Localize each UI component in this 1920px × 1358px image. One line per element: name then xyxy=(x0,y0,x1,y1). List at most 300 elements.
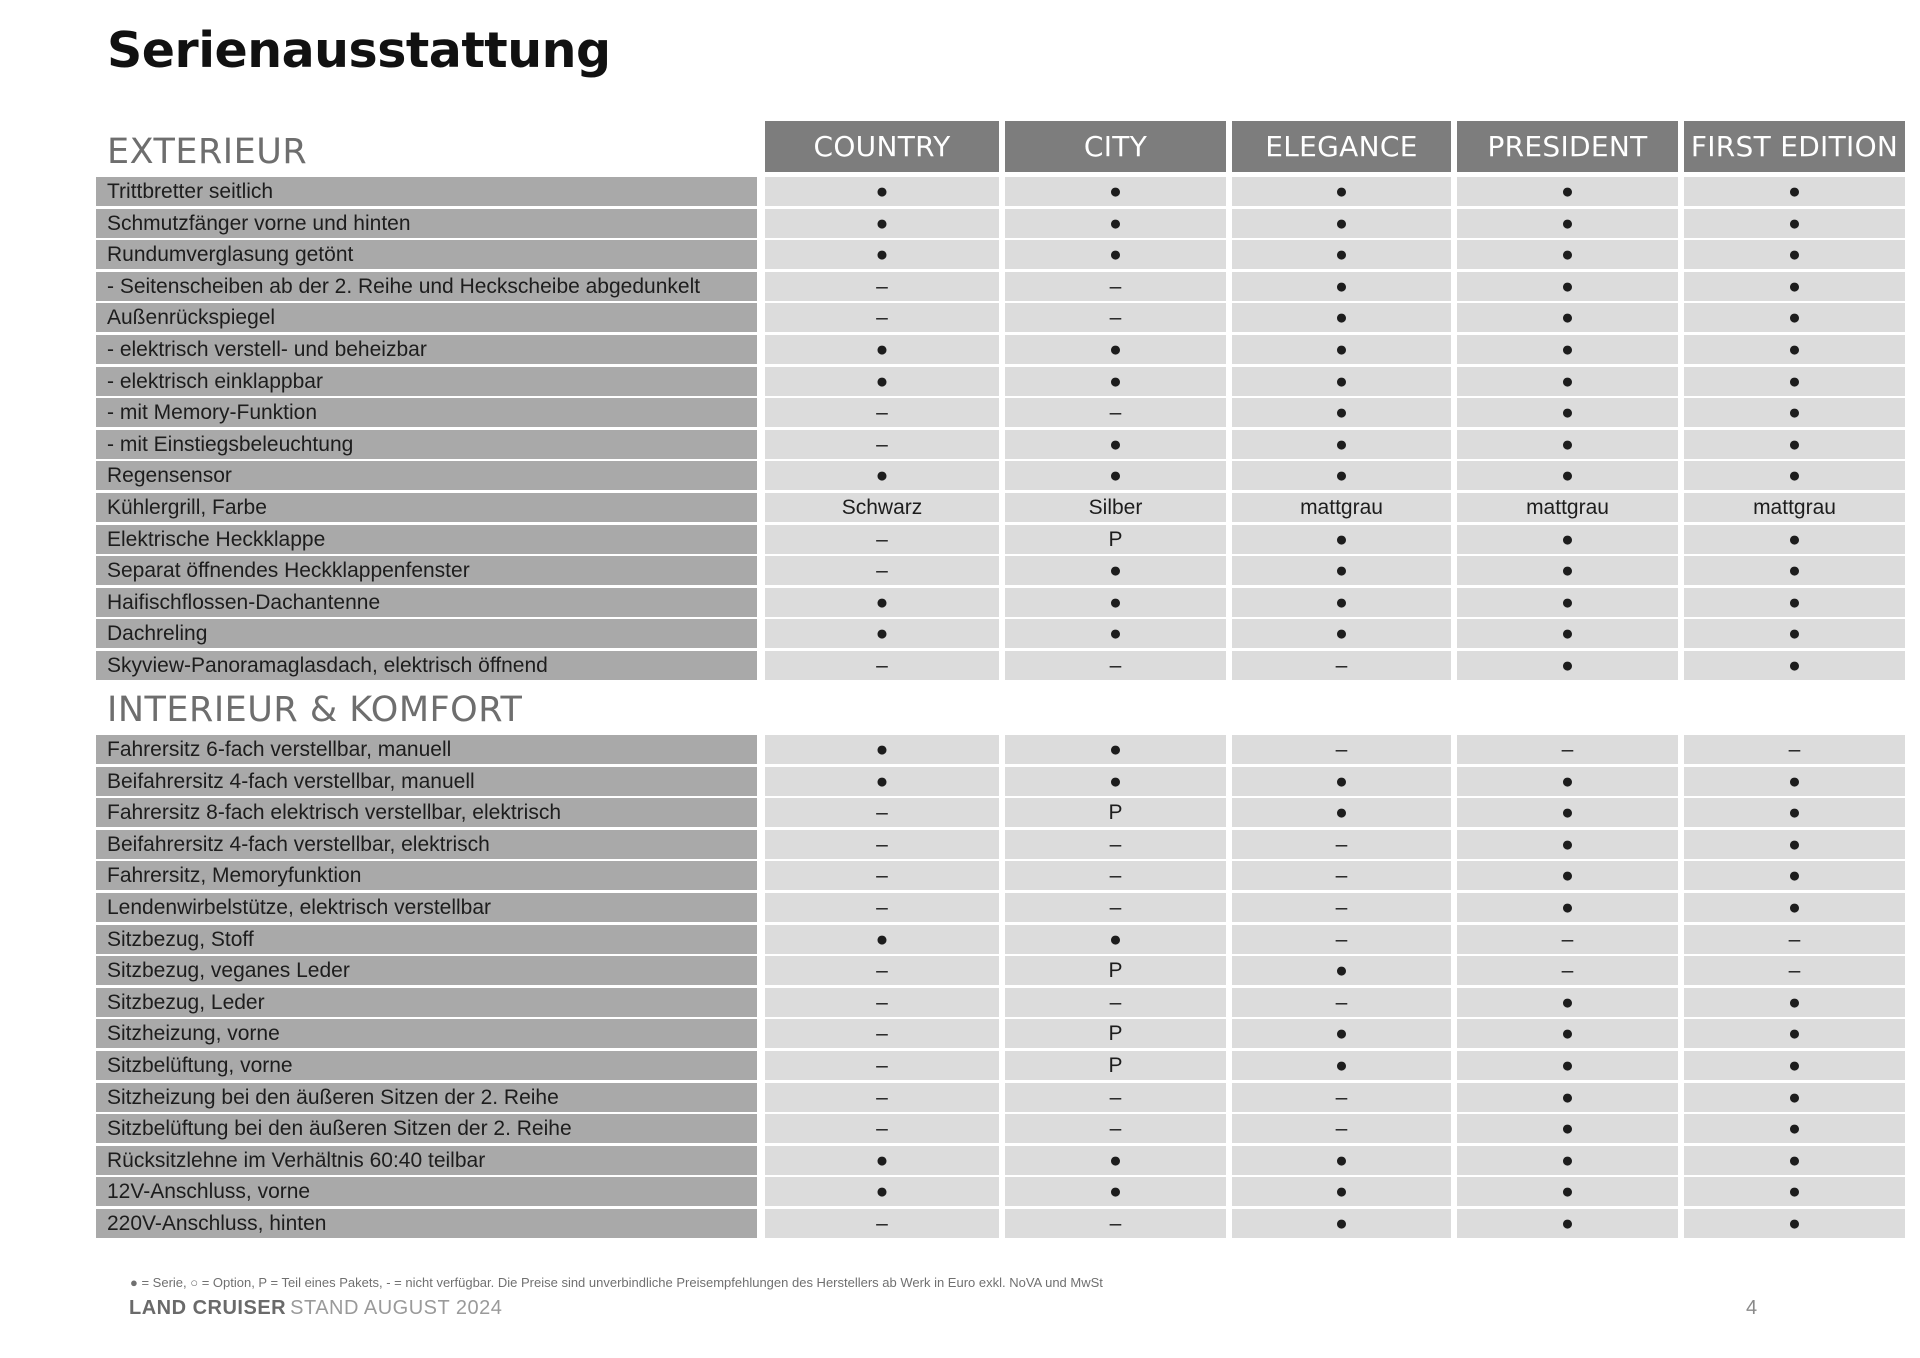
table-row xyxy=(0,861,1920,890)
footnote: ● = Serie, ○ = Option, P = Teil eines Pakets, - = nicht verfügbar. Die Preise sind unverbindliche Preisempfehlungen des Herstellers ab Werk in Euro exkl. NoVA und MwSt xyxy=(130,1275,1103,1290)
table-row xyxy=(0,1019,1920,1048)
table-row xyxy=(0,209,1920,238)
feature-value-cell xyxy=(1457,1114,1678,1143)
feature-value-cell xyxy=(1684,1177,1905,1206)
feature-value-cell xyxy=(765,493,999,522)
standard-dot-icon: ● xyxy=(1109,464,1122,488)
feature-value-cell xyxy=(1005,893,1226,922)
standard-dot-icon: ● xyxy=(1335,622,1348,646)
standard-dot-icon: ● xyxy=(1788,1022,1801,1046)
not-available-dash: – xyxy=(1335,1117,1348,1141)
table-row xyxy=(0,619,1920,648)
table-row xyxy=(0,335,1920,364)
feature-value: P xyxy=(1108,959,1123,983)
feature-value-cell xyxy=(1232,1209,1451,1238)
standard-dot-icon: ● xyxy=(1335,527,1348,551)
feature-label: Elektrische Heckklappe xyxy=(96,525,757,554)
standard-dot-icon: ● xyxy=(1788,801,1801,825)
feature-value-cell xyxy=(1457,525,1678,554)
not-available-dash: – xyxy=(876,274,888,298)
standard-dot-icon: ● xyxy=(875,769,889,793)
standard-dot-icon: ● xyxy=(1109,559,1122,583)
table-row xyxy=(0,893,1920,922)
table-row xyxy=(0,735,1920,764)
feature-value-cell xyxy=(1684,767,1905,796)
table-row xyxy=(0,1209,1920,1238)
feature-value-cell xyxy=(765,335,999,364)
not-available-dash: – xyxy=(876,432,888,456)
feature-value-cell xyxy=(765,1146,999,1175)
standard-dot-icon: ● xyxy=(1335,801,1348,825)
feature-value-cell xyxy=(1684,430,1905,459)
footer-model: LAND CRUISER xyxy=(129,1297,287,1319)
standard-dot-icon: ● xyxy=(1788,306,1801,330)
feature-value-cell xyxy=(1457,272,1678,301)
feature-value-cell xyxy=(1005,956,1226,985)
feature-value-cell xyxy=(1232,861,1451,890)
feature-value-cell xyxy=(1457,1209,1678,1238)
feature-value-cell xyxy=(765,988,999,1017)
standard-dot-icon: ● xyxy=(1561,801,1574,825)
not-available-dash: – xyxy=(1335,1085,1348,1109)
standard-dot-icon: ● xyxy=(1335,1212,1348,1235)
feature-value-cell xyxy=(1457,240,1678,269)
feature-value-cell xyxy=(1232,830,1451,859)
standard-dot-icon: ● xyxy=(1788,527,1801,551)
not-available-dash: – xyxy=(1335,864,1348,888)
standard-dot-icon: ● xyxy=(1788,1180,1801,1204)
feature-value-cell xyxy=(1684,1019,1905,1048)
feature-value-cell xyxy=(1232,209,1451,238)
standard-dot-icon: ● xyxy=(1335,1022,1348,1046)
standard-dot-icon: ● xyxy=(875,338,889,361)
feature-value-cell xyxy=(1684,1114,1905,1143)
feature-label: Sitzheizung, vorne xyxy=(96,1019,757,1048)
feature-value-cell xyxy=(765,556,999,585)
standard-dot-icon: ● xyxy=(1561,401,1574,425)
table-row xyxy=(0,398,1920,427)
column-header: PRESIDENT xyxy=(1457,121,1678,172)
standard-dot-icon: ● xyxy=(875,927,889,951)
standard-dot-icon: ● xyxy=(1788,432,1801,456)
standard-dot-icon: ● xyxy=(1561,654,1574,677)
feature-label: - elektrisch verstell- und beheizbar xyxy=(96,335,757,364)
standard-dot-icon: ● xyxy=(1788,590,1801,614)
standard-dot-icon: ● xyxy=(1788,1212,1801,1235)
standard-dot-icon: ● xyxy=(1109,1148,1122,1172)
feature-value-cell xyxy=(1684,461,1905,490)
table-row xyxy=(0,1146,1920,1175)
not-available-dash: – xyxy=(876,401,888,425)
feature-value-cell xyxy=(1684,525,1905,554)
feature-value-cell xyxy=(1684,1146,1905,1175)
standard-dot-icon: ● xyxy=(1335,274,1348,298)
not-available-dash: – xyxy=(1109,401,1122,425)
feature-value-cell xyxy=(1684,303,1905,332)
feature-value-cell xyxy=(1232,988,1451,1017)
feature-value-cell xyxy=(1684,209,1905,238)
feature-value-cell xyxy=(1005,988,1226,1017)
standard-dot-icon: ● xyxy=(1788,1085,1801,1109)
feature-label: - Seitenscheiben ab der 2. Reihe und Heckscheibe abgedunkelt xyxy=(96,272,757,301)
feature-value-cell xyxy=(765,1209,999,1238)
table-row xyxy=(0,556,1920,585)
feature-value-cell xyxy=(1005,1083,1226,1112)
feature-value-cell xyxy=(1232,461,1451,490)
feature-value-cell xyxy=(1232,1114,1451,1143)
feature-value-cell xyxy=(765,272,999,301)
feature-value-cell xyxy=(1457,493,1678,522)
table-row xyxy=(0,988,1920,1017)
standard-dot-icon: ● xyxy=(1788,211,1801,235)
feature-value-cell xyxy=(765,525,999,554)
feature-value-cell xyxy=(1684,988,1905,1017)
feature-value-cell xyxy=(1684,956,1905,985)
table-row xyxy=(0,651,1920,680)
feature-value-cell xyxy=(1457,956,1678,985)
feature-label: Separat öffnendes Heckklappenfenster xyxy=(96,556,757,585)
feature-value-cell xyxy=(1457,335,1678,364)
standard-dot-icon: ● xyxy=(1561,896,1574,919)
feature-value-cell xyxy=(765,303,999,332)
feature-value-cell xyxy=(1005,177,1226,206)
feature-value-cell xyxy=(1457,619,1678,648)
feature-value-cell xyxy=(1232,798,1451,827)
standard-dot-icon: ● xyxy=(1561,1117,1574,1141)
standard-dot-icon: ● xyxy=(1109,769,1122,793)
feature-value-cell xyxy=(765,735,999,764)
table-row xyxy=(0,430,1920,459)
feature-value-cell xyxy=(1684,177,1905,206)
feature-label: - mit Memory-Funktion xyxy=(96,398,757,427)
feature-value-cell xyxy=(1457,798,1678,827)
standard-dot-icon: ● xyxy=(1788,1148,1801,1172)
not-available-dash: – xyxy=(876,559,888,583)
feature-value-cell xyxy=(1005,1146,1226,1175)
feature-value-cell xyxy=(1457,988,1678,1017)
standard-dot-icon: ● xyxy=(1561,864,1574,888)
not-available-dash: – xyxy=(876,959,888,983)
feature-value-cell xyxy=(1005,430,1226,459)
feature-value: Silber xyxy=(1088,496,1143,519)
feature-label: Sitzbelüftung, vorne xyxy=(96,1051,757,1080)
standard-dot-icon: ● xyxy=(1335,338,1348,361)
feature-value-cell xyxy=(765,461,999,490)
feature-value-cell xyxy=(765,893,999,922)
feature-label: - mit Einstiegsbeleuchtung xyxy=(96,430,757,459)
standard-dot-icon: ● xyxy=(875,1148,889,1172)
feature-value-cell xyxy=(1457,303,1678,332)
feature-value: mattgrau xyxy=(1753,496,1836,519)
not-available-dash: – xyxy=(1109,864,1122,888)
feature-label: Skyview-Panoramaglasdach, elektrisch öffnend xyxy=(96,651,757,680)
feature-value-cell xyxy=(1684,556,1905,585)
not-available-dash: – xyxy=(1109,1085,1122,1109)
feature-value-cell xyxy=(1457,651,1678,680)
feature-value-cell xyxy=(1005,651,1226,680)
feature-value-cell xyxy=(1457,893,1678,922)
feature-value-cell xyxy=(1684,335,1905,364)
table-row xyxy=(0,1114,1920,1143)
feature-value-cell xyxy=(1005,619,1226,648)
standard-dot-icon: ● xyxy=(1335,180,1348,203)
feature-value-cell xyxy=(1232,493,1451,522)
feature-value-cell xyxy=(1457,1146,1678,1175)
column-header: FIRST EDITION xyxy=(1684,121,1905,172)
not-available-dash: – xyxy=(876,990,888,1014)
not-available-dash: – xyxy=(1109,832,1122,856)
feature-label: Sitzheizung bei den äußeren Sitzen der 2. Reihe xyxy=(96,1083,757,1112)
not-available-dash: – xyxy=(1788,927,1801,951)
feature-label: Haifischflossen-Dachantenne xyxy=(96,588,757,617)
standard-dot-icon: ● xyxy=(1561,338,1574,361)
feature-value-cell xyxy=(1684,735,1905,764)
not-available-dash: – xyxy=(876,654,888,677)
feature-value-cell xyxy=(765,588,999,617)
feature-value-cell xyxy=(1457,398,1678,427)
feature-value-cell xyxy=(1005,767,1226,796)
feature-value-cell xyxy=(1005,398,1226,427)
feature-value-cell xyxy=(1005,525,1226,554)
standard-dot-icon: ● xyxy=(1109,622,1122,646)
feature-label: Regensensor xyxy=(96,461,757,490)
standard-dot-icon: ● xyxy=(1788,401,1801,425)
feature-value-cell xyxy=(1005,272,1226,301)
not-available-dash: – xyxy=(1109,990,1122,1014)
feature-value-cell xyxy=(1005,1019,1226,1048)
not-available-dash: – xyxy=(1109,274,1122,298)
feature-value-cell xyxy=(765,1114,999,1143)
not-available-dash: – xyxy=(876,1022,888,1046)
table-row xyxy=(0,493,1920,522)
feature-value-cell xyxy=(1457,767,1678,796)
standard-dot-icon: ● xyxy=(1561,990,1574,1014)
not-available-dash: – xyxy=(876,801,888,825)
feature-label: Rundumverglasung getönt xyxy=(96,240,757,269)
feature-value-cell xyxy=(1684,367,1905,396)
feature-label: Fahrersitz, Memoryfunktion xyxy=(96,861,757,890)
feature-value-cell xyxy=(765,398,999,427)
not-available-dash: – xyxy=(876,1212,888,1235)
standard-dot-icon: ● xyxy=(1109,211,1122,235)
feature-value-cell xyxy=(1232,651,1451,680)
not-available-dash: – xyxy=(876,896,888,919)
feature-value-cell xyxy=(1457,861,1678,890)
standard-dot-icon: ● xyxy=(1109,590,1122,614)
feature-value-cell xyxy=(1684,1209,1905,1238)
standard-dot-icon: ● xyxy=(1109,432,1122,456)
feature-value-cell xyxy=(1457,925,1678,954)
feature-value-cell xyxy=(1684,588,1905,617)
feature-value-cell xyxy=(765,1083,999,1112)
feature-label: Kühlergrill, Farbe xyxy=(96,493,757,522)
section-title: EXTERIEUR xyxy=(107,132,308,172)
column-header: ELEGANCE xyxy=(1232,121,1451,172)
feature-value-cell xyxy=(1005,461,1226,490)
feature-value-cell xyxy=(1232,556,1451,585)
standard-dot-icon: ● xyxy=(1561,1085,1574,1109)
feature-value-cell xyxy=(1232,1177,1451,1206)
table-row xyxy=(0,177,1920,206)
feature-label: Schmutzfänger vorne und hinten xyxy=(96,209,757,238)
feature-value-cell xyxy=(1684,398,1905,427)
feature-value-cell xyxy=(1232,525,1451,554)
standard-dot-icon: ● xyxy=(1561,274,1574,298)
feature-label: Trittbretter seitlich xyxy=(96,177,757,206)
standard-dot-icon: ● xyxy=(1561,369,1574,393)
standard-dot-icon: ● xyxy=(1561,243,1574,267)
standard-dot-icon: ● xyxy=(1561,559,1574,583)
standard-dot-icon: ● xyxy=(875,738,889,761)
table-row xyxy=(0,461,1920,490)
feature-value-cell xyxy=(1005,1051,1226,1080)
feature-label: Sitzbelüftung bei den äußeren Sitzen der 2. Reihe xyxy=(96,1114,757,1143)
standard-dot-icon: ● xyxy=(875,464,889,488)
feature-label: Lendenwirbelstütze, elektrisch verstellbar xyxy=(96,893,757,922)
feature-value-cell xyxy=(1457,1051,1678,1080)
feature-value-cell xyxy=(1005,493,1226,522)
feature-value-cell xyxy=(765,956,999,985)
feature-value-cell xyxy=(1232,335,1451,364)
feature-value-cell xyxy=(1457,588,1678,617)
not-available-dash: – xyxy=(1109,1212,1122,1235)
feature-label: 12V-Anschluss, vorne xyxy=(96,1177,757,1206)
standard-dot-icon: ● xyxy=(1335,559,1348,583)
not-available-dash: – xyxy=(1788,959,1801,983)
feature-value-cell xyxy=(1232,398,1451,427)
feature-value-cell xyxy=(1457,556,1678,585)
standard-dot-icon: ● xyxy=(1561,180,1574,203)
standard-dot-icon: ● xyxy=(1335,243,1348,267)
standard-dot-icon: ● xyxy=(1561,432,1574,456)
feature-value-cell xyxy=(1232,893,1451,922)
not-available-dash: – xyxy=(1109,896,1122,919)
feature-value-cell xyxy=(1232,619,1451,648)
standard-dot-icon: ● xyxy=(1335,1054,1348,1077)
standard-dot-icon: ● xyxy=(1561,464,1574,488)
standard-dot-icon: ● xyxy=(1788,864,1801,888)
feature-value-cell xyxy=(1684,1051,1905,1080)
feature-label: Dachreling xyxy=(96,619,757,648)
not-available-dash: – xyxy=(876,527,888,551)
standard-dot-icon: ● xyxy=(1788,622,1801,646)
feature-value-cell xyxy=(1232,240,1451,269)
feature-value: P xyxy=(1108,1054,1123,1077)
feature-value-cell xyxy=(1457,367,1678,396)
standard-dot-icon: ● xyxy=(1561,1148,1574,1172)
standard-dot-icon: ● xyxy=(1561,1180,1574,1204)
standard-dot-icon: ● xyxy=(1561,527,1574,551)
not-available-dash: – xyxy=(1561,959,1574,983)
table-row xyxy=(0,798,1920,827)
standard-dot-icon: ● xyxy=(1561,1054,1574,1077)
feature-value-cell xyxy=(1457,430,1678,459)
table-row xyxy=(0,272,1920,301)
feature-value-cell xyxy=(1232,1051,1451,1080)
feature-value-cell xyxy=(1684,893,1905,922)
feature-label: Außenrückspiegel xyxy=(96,303,757,332)
standard-dot-icon: ● xyxy=(1561,211,1574,235)
table-row xyxy=(0,588,1920,617)
table-row xyxy=(0,240,1920,269)
standard-dot-icon: ● xyxy=(1335,959,1348,983)
feature-value-cell xyxy=(1232,272,1451,301)
standard-dot-icon: ● xyxy=(1109,369,1122,393)
standard-dot-icon: ● xyxy=(1109,180,1122,203)
feature-value-cell xyxy=(765,925,999,954)
not-available-dash: – xyxy=(876,1085,888,1109)
standard-dot-icon: ● xyxy=(1561,1212,1574,1235)
feature-value-cell xyxy=(1457,1083,1678,1112)
standard-dot-icon: ● xyxy=(1788,654,1801,677)
feature-value: Schwarz xyxy=(841,496,923,519)
feature-label: Beifahrersitz 4-fach verstellbar, elektrisch xyxy=(96,830,757,859)
feature-value-cell xyxy=(1005,556,1226,585)
feature-value-cell xyxy=(765,861,999,890)
footer-stand: STAND AUGUST 2024 xyxy=(290,1297,503,1319)
feature-value-cell xyxy=(1232,1019,1451,1048)
standard-dot-icon: ● xyxy=(1335,1180,1348,1204)
standard-dot-icon: ● xyxy=(1109,338,1122,361)
standard-dot-icon: ● xyxy=(1788,990,1801,1014)
feature-value-cell xyxy=(1684,240,1905,269)
standard-dot-icon: ● xyxy=(1335,432,1348,456)
not-available-dash: – xyxy=(1335,896,1348,919)
feature-value-cell xyxy=(1232,956,1451,985)
standard-dot-icon: ● xyxy=(1561,769,1574,793)
feature-value-cell xyxy=(1232,367,1451,396)
feature-value-cell xyxy=(765,1177,999,1206)
not-available-dash: – xyxy=(1561,738,1574,761)
feature-value-cell xyxy=(1232,303,1451,332)
standard-dot-icon: ● xyxy=(1335,211,1348,235)
standard-dot-icon: ● xyxy=(1788,832,1801,856)
feature-value-cell xyxy=(1232,1083,1451,1112)
feature-value-cell xyxy=(1232,430,1451,459)
feature-value-cell xyxy=(765,209,999,238)
standard-dot-icon: ● xyxy=(875,1180,889,1204)
standard-dot-icon: ● xyxy=(1788,1117,1801,1141)
not-available-dash: – xyxy=(1335,832,1348,856)
table-row xyxy=(0,367,1920,396)
table-row xyxy=(0,925,1920,954)
standard-dot-icon: ● xyxy=(1788,243,1801,267)
table-row xyxy=(0,767,1920,796)
feature-label: 220V-Anschluss, hinten xyxy=(96,1209,757,1238)
feature-value-cell xyxy=(1005,798,1226,827)
standard-dot-icon: ● xyxy=(1335,306,1348,330)
feature-value-cell xyxy=(1005,1177,1226,1206)
standard-dot-icon: ● xyxy=(1561,1022,1574,1046)
not-available-dash: – xyxy=(876,1054,888,1077)
feature-label: Fahrersitz 6-fach verstellbar, manuell xyxy=(96,735,757,764)
feature-label: Sitzbezug, Stoff xyxy=(96,925,757,954)
feature-value-cell xyxy=(1684,830,1905,859)
feature-label: Beifahrersitz 4-fach verstellbar, manuell xyxy=(96,767,757,796)
feature-value-cell xyxy=(1005,735,1226,764)
not-available-dash: – xyxy=(1788,738,1801,761)
not-available-dash: – xyxy=(1335,738,1348,761)
standard-dot-icon: ● xyxy=(1335,769,1348,793)
standard-dot-icon: ● xyxy=(1788,559,1801,583)
feature-value-cell xyxy=(1457,1177,1678,1206)
standard-dot-icon: ● xyxy=(1561,306,1574,330)
feature-value-cell xyxy=(765,240,999,269)
feature-value-cell xyxy=(1005,861,1226,890)
section-title: INTERIEUR & KOMFORT xyxy=(107,690,523,730)
feature-value: mattgrau xyxy=(1526,496,1609,519)
not-available-dash: – xyxy=(1335,927,1348,951)
